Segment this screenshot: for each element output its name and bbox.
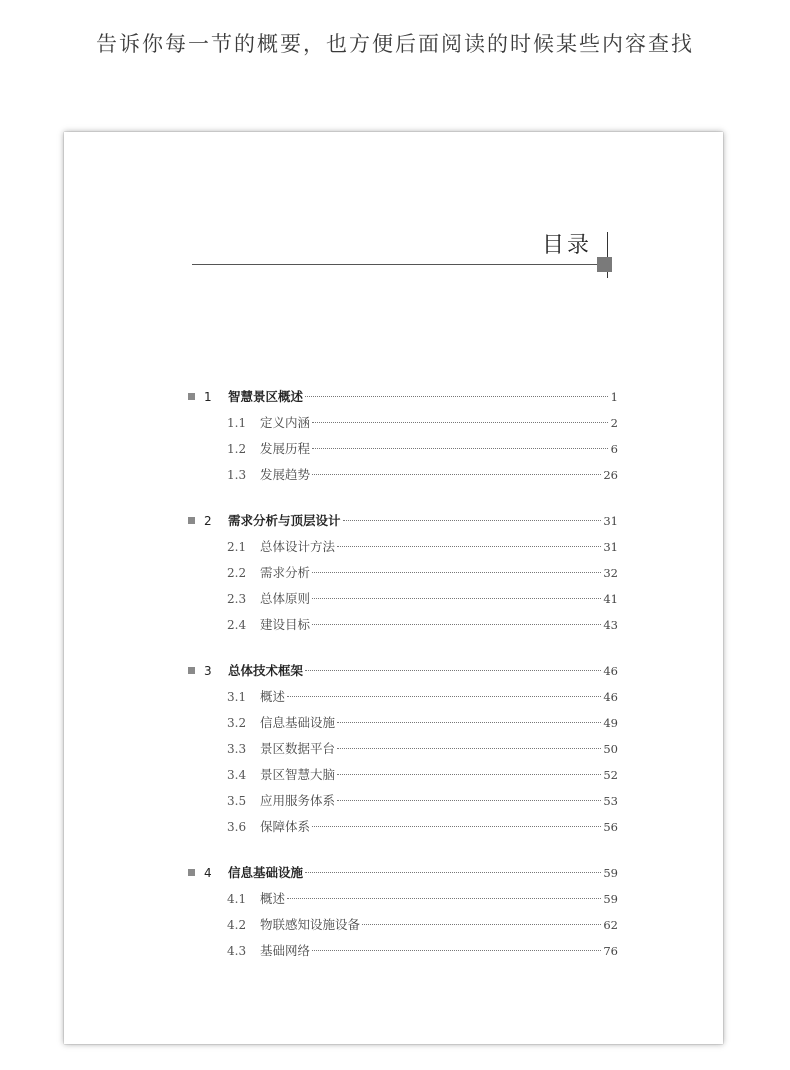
toc-chapter: [188, 658, 618, 840]
page-number: 76: [603, 944, 618, 958]
dot-leader: [312, 826, 601, 827]
section-number: 2.4: [227, 618, 247, 632]
toc-chapter: [188, 860, 618, 964]
dot-leader: [312, 422, 608, 423]
chapter-bullet-icon: [188, 667, 195, 674]
section-title: 基础网络: [260, 943, 311, 958]
page-number: 59: [603, 892, 618, 906]
chapter-bullet-icon: [188, 393, 195, 400]
page-number: 49: [603, 716, 618, 730]
dot-leader: [362, 924, 601, 925]
section-number: 1.2: [227, 442, 247, 456]
toc-section-entry[interactable]: [188, 560, 618, 586]
toc-chapter: [188, 384, 618, 488]
section-title: 保障体系: [260, 819, 311, 834]
dot-leader: [343, 520, 602, 521]
chapter-title: 总体技术框架: [228, 663, 304, 678]
page-number: 31: [603, 540, 618, 554]
table-of-contents: [188, 384, 618, 984]
page-number: 1: [610, 390, 618, 404]
toc-section-entry[interactable]: [188, 586, 618, 612]
page-number: 43: [603, 618, 618, 632]
chapter-number: 1: [204, 390, 212, 404]
page-number: 53: [603, 794, 618, 808]
dot-leader: [305, 670, 601, 671]
toc-chapter-entry[interactable]: [188, 508, 618, 534]
section-number: 2.1: [227, 540, 247, 554]
toc-section-entry[interactable]: [188, 762, 618, 788]
page-number: 26: [603, 468, 618, 482]
section-title: 景区数据平台: [260, 741, 336, 756]
section-title: 总体原则: [260, 591, 311, 606]
dot-leader: [312, 572, 601, 573]
section-number: 4.1: [227, 892, 247, 906]
chapter-number: 3: [204, 664, 212, 678]
section-number: 2.3: [227, 592, 247, 606]
toc-section-entry[interactable]: [188, 410, 618, 436]
toc-chapter-entry[interactable]: [188, 658, 618, 684]
toc-section-entry[interactable]: [188, 534, 618, 560]
section-title: 景区智慧大脑: [260, 767, 336, 782]
section-number: 2.2: [227, 566, 247, 580]
dot-leader: [337, 800, 601, 801]
caption-text: 告诉你每一节的概要，也方便后面阅读的时候某些内容查找: [96, 32, 694, 56]
toc-section-entry[interactable]: [188, 788, 618, 814]
section-title: 总体设计方法: [260, 539, 336, 554]
section-number: 3.3: [227, 742, 247, 756]
chapter-bullet-icon: [188, 517, 195, 524]
section-title: 定义内涵: [260, 415, 311, 430]
section-number: 1.1: [227, 416, 247, 430]
section-title: 需求分析: [260, 565, 311, 580]
toc-section-entry[interactable]: [188, 886, 618, 912]
dot-leader: [312, 950, 601, 951]
toc-chapter-entry[interactable]: [188, 860, 618, 886]
toc-section-entry[interactable]: [188, 736, 618, 762]
chapter-title: 需求分析与顶层设计: [228, 513, 341, 528]
page-number: 62: [603, 918, 618, 932]
dot-leader: [305, 396, 608, 397]
section-title: 信息基础设施: [260, 715, 336, 730]
title-underline: [192, 264, 612, 265]
section-number: 4.3: [227, 944, 247, 958]
chapter-number: 2: [204, 514, 212, 528]
toc-section-entry[interactable]: [188, 612, 618, 638]
toc-section-entry[interactable]: [188, 938, 618, 964]
dot-leader: [305, 872, 601, 873]
page-number: 6: [610, 442, 618, 456]
dot-leader: [312, 598, 601, 599]
page-number: 59: [603, 866, 618, 880]
chapter-number: 4: [204, 866, 212, 880]
title-square-marker: [597, 257, 612, 272]
section-number: 4.2: [227, 918, 247, 932]
section-number: 3.6: [227, 820, 247, 834]
section-title: 物联感知设施设备: [260, 917, 361, 932]
section-number: 3.4: [227, 768, 247, 782]
section-title: 应用服务体系: [260, 793, 336, 808]
toc-section-entry[interactable]: [188, 814, 618, 840]
dot-leader: [337, 722, 601, 723]
toc-title: 目录: [542, 233, 593, 258]
section-title: 发展趋势: [260, 467, 311, 482]
toc-section-entry[interactable]: [188, 684, 618, 710]
chapter-title: 信息基础设施: [228, 865, 304, 880]
dot-leader: [287, 898, 601, 899]
chapter-bullet-icon: [188, 869, 195, 876]
section-title: 建设目标: [260, 617, 311, 632]
toc-section-entry[interactable]: [188, 462, 618, 488]
dot-leader: [287, 696, 601, 697]
page-number: 32: [603, 566, 618, 580]
section-number: 3.2: [227, 716, 247, 730]
dot-leader: [337, 546, 601, 547]
section-number: 3.5: [227, 794, 247, 808]
document-page: [64, 132, 723, 1044]
page-number: 2: [610, 416, 618, 430]
page-number: 46: [603, 690, 618, 704]
dot-leader: [312, 474, 601, 475]
page-number: 41: [603, 592, 618, 606]
page-number: 46: [603, 664, 618, 678]
page-number: 52: [603, 768, 618, 782]
page-number: 56: [603, 820, 618, 834]
page-number: 50: [603, 742, 618, 756]
toc-section-entry[interactable]: [188, 436, 618, 462]
toc-section-entry[interactable]: [188, 710, 618, 736]
section-title: 概述: [260, 891, 286, 906]
section-title: 发展历程: [260, 441, 311, 456]
toc-chapter: [188, 508, 618, 638]
dot-leader: [337, 774, 601, 775]
section-number: 3.1: [227, 690, 247, 704]
section-title: 概述: [260, 689, 286, 704]
dot-leader: [312, 448, 608, 449]
toc-section-entry[interactable]: [188, 912, 618, 938]
page-number: 31: [603, 514, 618, 528]
section-number: 1.3: [227, 468, 247, 482]
dot-leader: [312, 624, 601, 625]
toc-chapter-entry[interactable]: [188, 384, 618, 410]
dot-leader: [337, 748, 601, 749]
chapter-title: 智慧景区概述: [228, 389, 304, 404]
